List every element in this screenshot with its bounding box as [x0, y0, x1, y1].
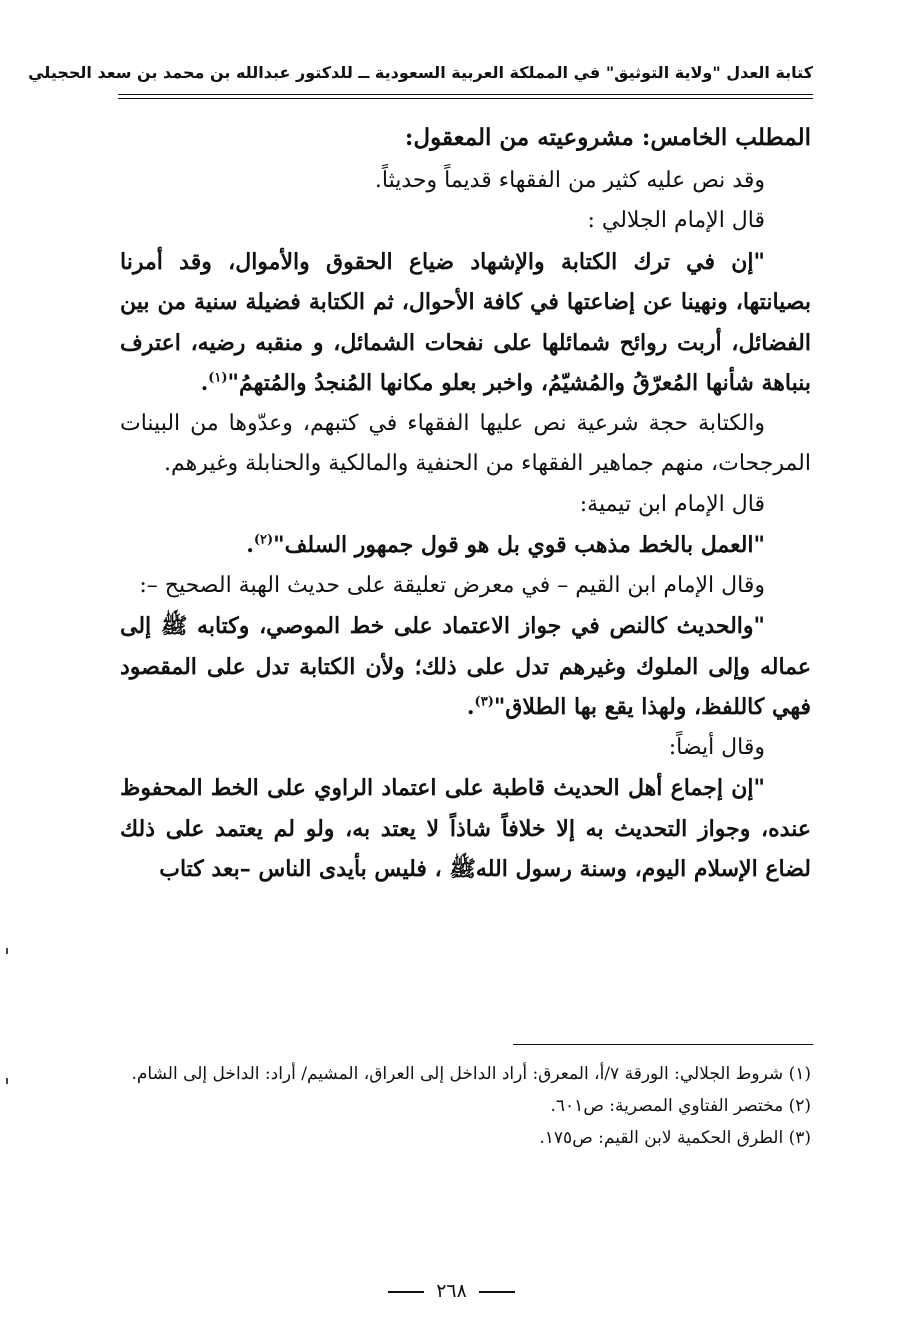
quote-paragraph: "إن في ترك الكتابة والإشهاد ضياع الحقوق والأموال، وقد أمرنا بصيانتها، ونهينا عن إضاعتها في كافة الأحوال، ثم الكتابة فضيلة سنية من بين الفضائل، أربت روائح شمائلها على نفحات الشمائل، و منقبه رضيه، اعترف بنباهة شأنها المُعرّقُ والمُشيّمُ، واخبر بعلو مكانها المُنجدُ والمُتهمُ"$^{(١)}$. — [120, 248, 811, 396]
running-head: كتابة العدل "ولاية التوثيق" في المملكة العربية السعودية ــ للدكتور عبدالله بن محمد بن سعد الحجيلي — [28, 63, 813, 82]
paragraph: وقد نص عليه كثير من الفقهاء قديماً وحديثاً. — [374, 167, 765, 193]
footnote-ref: (٢) — [253, 532, 274, 548]
quote-paragraph: "العمل بالخط مذهب قوي بل هو قول جمهور السلف"$^{(٢)}$. — [246, 532, 765, 558]
header-rule — [118, 94, 813, 95]
footnote-rule — [513, 1044, 813, 1045]
section-title: المطلب الخامس: مشروعيته من المعقول: — [404, 124, 811, 151]
margin-mark — [6, 1078, 8, 1084]
quote-paragraph: "والحديث كالنص في جواز الاعتماد على خط الموصي، وكتابه ﷺ إلى عماله وإلى الملوك وغيرهم تدل على ذلك؛ ولأن الكتابة تدل على المقصود فهي كاللفظ، ولهذا يقع بها الطلاق"$^{(٣)}$. — [120, 613, 811, 720]
quote-paragraph: "إن إجماع أهل الحديث قاطبة على اعتماد الراوي على الخط المحفوظ عنده، وجواز التحديث به إلا خلافاً شاذاً لا يعتد به، ولو لم يعتمد على ذلك لضاع الإسلام اليوم، وسنة رسول اللهﷺ ، فليس بأيدى الناس –بعد كتاب — [120, 775, 811, 882]
page-number: ٢٦٨ — [0, 1280, 903, 1302]
paragraph: قال الإمام ابن تيمية: — [579, 491, 765, 517]
paragraph: وقال أيضاً: — [668, 734, 765, 760]
dash-left — [479, 1291, 515, 1293]
footnote: (٣) الطرق الحكمية لابن القيم: ص١٧٥. — [539, 1128, 811, 1148]
footnote: (١) شروط الجلالي: الورقة ٧/أ، المعرق: أراد الداخل إلى العراق، المشيم/ أراد: الداخل إلى الشام. — [131, 1064, 811, 1084]
paragraph: قال الإمام الجلالي : — [587, 208, 765, 233]
main-text — [120, 118, 811, 890]
footnote: (٢) مختصر الفتاوي المصرية: ص٦٠١. — [550, 1096, 811, 1116]
margin-mark — [6, 948, 8, 954]
footnote-ref: (١) — [208, 370, 228, 386]
header-rule-thin — [118, 98, 813, 99]
footnotes — [124, 1058, 811, 1154]
footnote-ref: (٣) — [474, 694, 494, 710]
paragraph: وقال الإمام ابن القيم – في معرض تعليقة على حديث الهبة الصحيح –: — [139, 572, 765, 598]
dash-right — [388, 1291, 424, 1293]
paragraph: والكتابة حجة شرعية نص عليها الفقهاء في كتبهم، وعدّوها من البينات المرجحات، منهم جماهير الفقهاء من الحنفية والمالكية والحنابلة وغيرهم. — [120, 410, 811, 476]
